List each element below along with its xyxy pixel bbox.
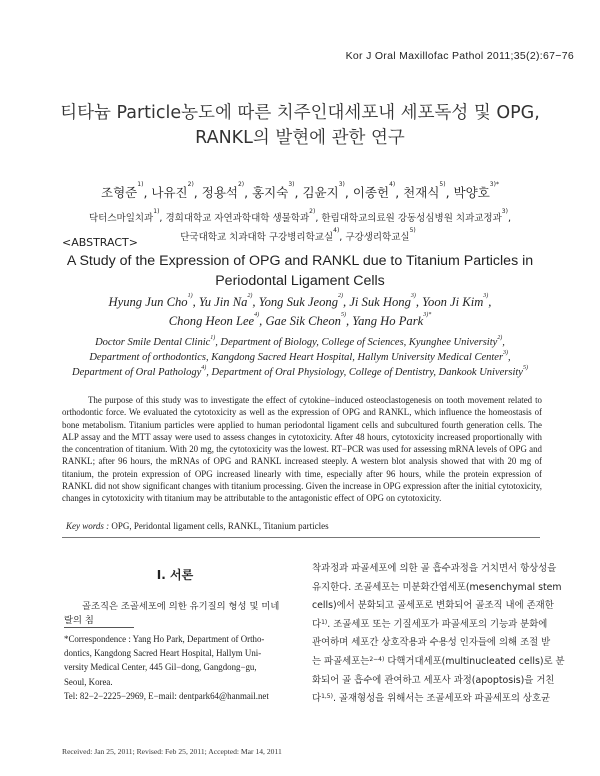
korean-authors: 조형준$^{1)}$, 나유진$^{2)}$, 정용석$^{2)}$, 홍지숙$^{3)}$, 김윤지$^{3)}$, 이종헌$^{4)}$, 천재식$^{5)}$, 박양호$^{3)*}$ (101, 181, 499, 200)
english-affiliations-line-2: Department of orthodontics, Kangdong Sacred Heart Hospital, Hallym University Medical Center$^{3)}$, (89, 350, 511, 363)
keywords (66, 521, 329, 531)
english-affiliations-line-1: Doctor Smile Dental Clinic$^{1)}$, Department of Biology, College of Sciences, Kyunghee University$^{2)}$, (95, 335, 505, 348)
english-authors-line-1: Hyung Jun Cho$^{1)}$, Yu Jin Na$^{2)}$, Yong Suk Jeong$^{2)}$, Ji Suk Hong$^{3)}$, Yoon Ji Kim$^{3)}$, (108, 293, 492, 309)
korean-affiliations-line-1: 닥터스마일치과$^{1)}$, 경희대학교 자연과학대학 생물학과$^{2)}$, 한림대학교의료원 강동성심병원 치과교정과$^{3)}$, (89, 208, 511, 224)
footnote-rule (64, 627, 134, 628)
keywords-list: OPG, Peridontal ligament cells, RANKL, Titanium particles (111, 521, 329, 531)
intro-line: 다$^{1,5)}$. 골재형성을 위해서는 조골세포와 파골세포의 상호균 (312, 693, 551, 705)
english-affiliations-line-3: Department of Oral Pathology$^{4)}$, Department of Oral Physiology, College of Dentistry, Dankook University$^{5)}$ (72, 365, 528, 378)
intro-line: 다$^{1)}$. 조골세포 또는 기질세포가 파골세포의 기능과 분화에 (312, 618, 548, 630)
english-title-line-1: A Study of the Expression of OPG and RANKL due to Titanium Particles in (66, 253, 534, 269)
footnote-line: *Correspondence : Yang Ho Park, Department of Ortho- (64, 634, 265, 644)
section-divider (62, 537, 540, 538)
english-authors-line-2: Chong Heon Lee$^{4)}$, Gae Sik Cheon$^{5)}$, Yang Ho Park$^{3)*}$ (168, 312, 432, 328)
abstract-paragraph: The purpose of this study was to investigate the effect of cytokine−induced osteoclastogenesis on tooth movement related to orthodontic force. We evaluated the cytotoxicity as well as the expression of OPG and RANKL, which influence the homeostasis of bone metabolism. Titanium particles were applied to human periodontal ligament cells and subcultured fourth generation cells. The ALP assay and the MTT assay were used to assess changes in cytotoxicity. After 48 hours, cytotoxicity increased proportionally with the concentration of titanium. With 20 mg, the cytotoxicity was the lowest. RT−PCR was used for assessing mRNA levels of OPG and RANKL; after 96 hours, the mRNAs of OPG and RANKL increased steeply. A western blot analysis showed that with 20 mg of titanium, the protein expression of OPG increased linearly with time, especially after 96 hours, while the protein expression of RANKL did not show significant changes with titanium processing. Given the increase in OPG expression after the initial cytotoxicity, changes in cytotoxicity with titanium may be attributable to the antagonistic effect of OPG on cytotoxicity. (62, 395, 542, 504)
intro-line: 관여하며 세포간 상호작용과 수용성 인자들에 의해 조절 받 (312, 637, 551, 649)
korean-title-line-2: RANKL의 발현에 관한 연구 (195, 128, 405, 148)
introduction-left-text: 골조직은 조골세포에 의한 유기질의 형성 및 미네랄의 침 (64, 601, 280, 626)
abstract-body (62, 394, 542, 505)
intro-line: cells)에서 분화되고 골세포로 변화되어 골조직 내에 존재한 (312, 600, 554, 612)
correspondence-footnote (64, 632, 290, 703)
korean-title-line-1: 티타늄 Particle농도에 따른 치주인대세포내 세포독성 및 OPG, (60, 103, 540, 123)
intro-line: 화되어 골 흡수에 관여하고 세포사 과정(apoptosis)을 거친 (312, 674, 555, 686)
intro-line: 착과정과 파골세포에 의한 골 흡수과정을 거치면서 항상성을 (312, 563, 557, 574)
korean-affiliations-line-2: 단국대학교 치과대학 구강병리학교실$^{4)}$, 구강생리학교실$^{5)}$ (180, 227, 416, 243)
footnote-line: dontics, Kangdong Sacred Heart Hospital, Hallym Uni- (64, 648, 262, 659)
footnote-line: Tel: 82−2−2225−2969, E−mail: dentpark64@hanmail.net (64, 690, 269, 701)
footnote-line: Seoul, Korea. (64, 676, 113, 687)
introduction-right-column (312, 560, 565, 709)
section-heading-introduction: I. 서론 (156, 568, 194, 582)
english-title-line-2: Periodontal Ligament Cells (215, 273, 385, 289)
keywords-label: Key words : (66, 521, 110, 531)
received-dates: Received: Jan 25, 2011; Revised: Feb 25, 2011; Accepted: Mar 14, 2011 (62, 747, 282, 756)
abstract-label: <ABSTRACT> (62, 236, 138, 249)
intro-line: 는 파골세포는$^{2-4)}$ 다핵거대세포(multinucleated cells)로 분 (312, 655, 565, 667)
journal-reference: Kor J Oral Maxillofac Pathol 2011;35(2):67−76 (345, 50, 574, 62)
footnote-line: versity Medical Center, 445 Gil−dong, Gangdong−gu, (64, 662, 257, 673)
intro-line: 유지한다. 조골세포는 미분화간엽세포(mesenchymal stem (312, 581, 562, 593)
